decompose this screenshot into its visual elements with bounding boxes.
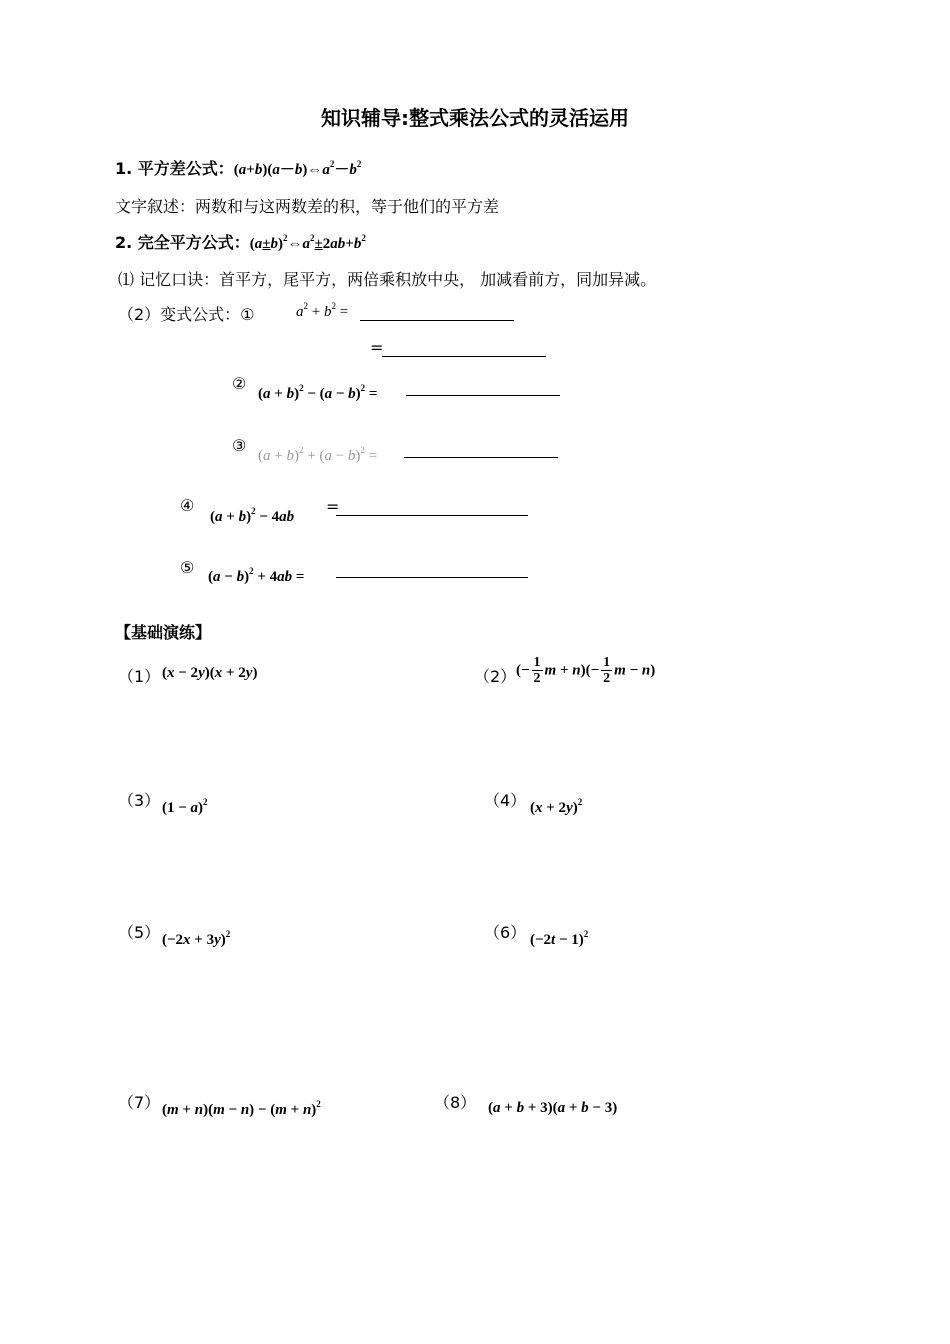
variant-1-second-equals: =: [370, 338, 384, 357]
problem-2-expr: (− $\frac{1}{2}$ m + n)(− $\frac{1}{2}$ m − n): [516, 655, 656, 686]
problem-8-expr: (a + b + 3)(a + b − 3): [488, 1100, 618, 1116]
mnemonic-text: ⑴ 记忆口诀：首平方，尾平方，两倍乘积放中央， 加减看前方，同加异减。: [118, 270, 657, 289]
variant-4-equals: =: [326, 497, 340, 516]
variant-2-number: ②: [232, 374, 247, 393]
problem-1-expr: (x − 2y)(x + 2y): [162, 665, 258, 681]
problem-5-label: （5）: [118, 923, 161, 942]
page-title: 知识辅导:整式乘法公式的灵活运用: [321, 106, 629, 130]
difference-of-squares-description: 文字叙述：两数和与这两数差的积，等于他们的平方差: [115, 197, 500, 216]
section2-heading-text: 2. 完全平方公式：: [115, 233, 250, 252]
difference-of-squares-formula: $(a+b)(a-b)\Leftrightarrow a^2-b^2$: [233, 159, 362, 178]
perfect-square-formula: $(a\pm b)^2\Leftrightarrow a^2\pm 2ab+b^2$: [249, 233, 366, 252]
variant-3-number: ③: [232, 436, 247, 455]
problem-5-expr: $(-2x + 3y)^2$: [162, 929, 231, 948]
perfect-square-heading: [115, 230, 366, 253]
problem-7-label: （7）: [118, 1093, 161, 1112]
fraction-half-2: $\frac{1}{2}$: [603, 655, 611, 686]
variant-3-expr: $(a + b)^2 + (a - b)^2$ =: [258, 445, 378, 464]
section1-heading-text: 1. 平方差公式：: [115, 159, 234, 178]
problem-8-label: （8）: [434, 1093, 477, 1112]
variant-4-number: ④: [180, 496, 195, 515]
problem-6-label: （6）: [484, 923, 527, 942]
variant-4-answer-line: [336, 515, 528, 516]
problem-2-label: （2）: [474, 667, 517, 686]
problem-7-expr: $(m + n)(m - n) - (m + n)^2$: [162, 1099, 321, 1118]
problem-3-expr: $(1 - a)^2$: [162, 797, 208, 816]
fraction-half-1: $\frac{1}{2}$: [533, 655, 541, 686]
problem-1-label: （1）: [118, 667, 161, 686]
variant-1-second-answer-line: [382, 356, 546, 357]
problem-3-label: （3）: [118, 791, 161, 810]
difference-of-squares-heading: [115, 156, 361, 179]
variant-5-expr: $(a - b)^2 + 4ab$ =: [208, 566, 305, 585]
variant-4-expr: $(a + b)^2 - 4ab$: [210, 506, 295, 525]
problem-4-label: （4）: [484, 791, 527, 810]
problem-6-expr: $(-2t - 1)^2$: [530, 929, 589, 948]
variant-2-answer-line: [406, 395, 560, 396]
practice-heading: 【基础演练】: [115, 623, 212, 642]
variant-3-answer-line: [404, 457, 558, 458]
variant-1-expr: $a^2 + b^2$ =: [296, 301, 349, 320]
variant-5-number: ⑤: [180, 558, 195, 577]
variants-label: （2）变式公式：①: [118, 305, 255, 324]
variant-2-expr: $(a + b)^2 - (a - b)^2$ =: [258, 383, 378, 402]
variant-1-answer-line: [360, 320, 514, 321]
problem-4-expr: $(x + 2y)^2$: [530, 797, 583, 816]
variant-5-answer-line: [336, 577, 528, 578]
